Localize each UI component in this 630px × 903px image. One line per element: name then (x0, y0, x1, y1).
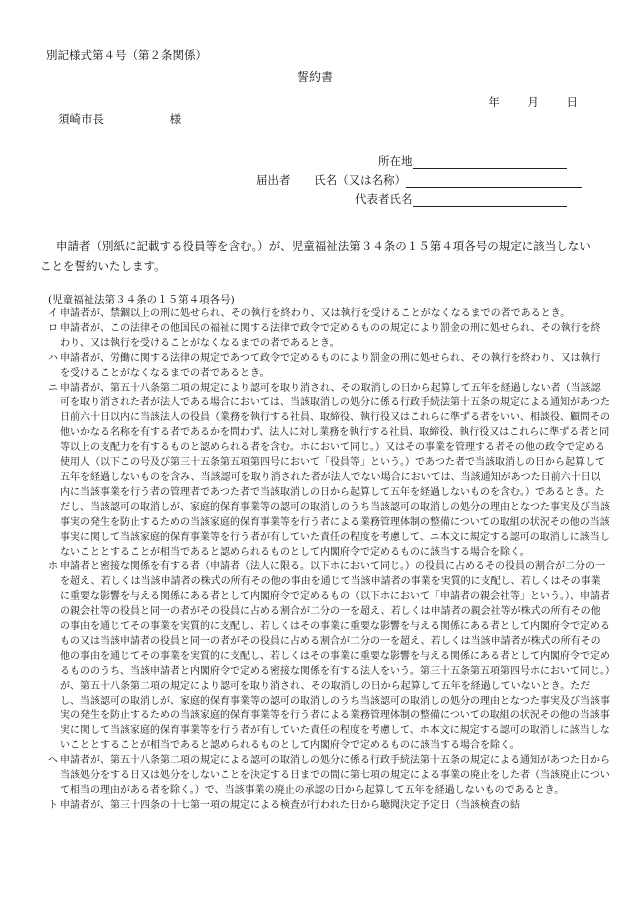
law-item: イ 申請者が、禁錮以上の刑に処せられ、その執行を終わり、又は執行を受けることがなくなるまでの者であるとき。 (48, 308, 571, 319)
oath-statement: 申請者（別紙に記載する役員等を含む。）が、児童福祉法第３４条の１５第４項各号の規定に該当しないことを誓約いたします。 (40, 239, 591, 273)
representative-field[interactable] (413, 192, 567, 207)
addressee-name: 須崎市長 (58, 112, 104, 126)
address-row (378, 153, 567, 169)
law-items (48, 307, 610, 814)
document-title: 誓約書 (296, 70, 333, 84)
law-item: ハ 申請者が、労働に関する法律の規定であつて政令で定めるものにより罰金の刑に処せられ、その執行を終わり、又は執行を受けることがなくなるまでの者であるとき。 (48, 352, 601, 379)
address-field[interactable] (413, 154, 567, 169)
date-month: 月 (527, 95, 539, 109)
representative-label: 代表者氏名 (355, 192, 413, 206)
addressee-honorific: 様 (169, 112, 182, 126)
law-item: ホ 申請者と密接な関係を有する者（申請者（法人に限る。以下ホにおいて同じ。）の役員に占めるその役員の割合が二分の一を超え、若しくは当該申請者の株式の所有その他の事由を通じて当該申請者の事業を実質的に支配し、若しくはその事業に重要な影響を与える関係にある者として内閣府令で定めるもの（以下ホにおいて「申請者の親会社等」という。）、申請者の親会社等の役員と同一の者がその役員に占める割合が二分の一を超え、若しくは申請者の親会社等が株式の所有その他の事由を通じてその事業を実質的に支配し、若しくはその事業に重要な影響を与える関係にある者として内閣府令で定めるもの又は当該申請者の役員と同一の者がその役員に占める割合が二分の一を超え、若しくは当該申請者が株式の所有その他の事由を通じてその事業を実質的に支配し、若しくはその事業に重要な影響を与える関係にある者として内閣府令で定めるもののうち、当該申請者と内閣府令で定める密接な関係を有する法人をいう。第三十五条第五項第四号ホにおいて同じ。）が、第五十八条第二項の規定により認可を取り消され、その取消しの日から起算して五年を経過していないとき。ただし、当該認可の取消しが、家庭的保育事業等の認可の取消しのうち当該認可の取消しの処分の理由となつた事実及び当該事実の発生を防止するための当該家庭的保育事業等を行う者による業務管理体制の整備についての取組の状況その他の当該事実に関して当該家庭的保育事業等を行う者が有していた責任の程度を考慮して、ホ本文に規定する認可の取消しに該当しないこととすることが相当であると認められるものとして内閣府令で定めるものに該当する場合を除く。 (48, 561, 610, 752)
law-item: ト 申請者が、第三十四条の十七第一項の規定による検査が行われた日から聴聞決定予定日（当該検査の結 (48, 799, 520, 811)
law-item: ヘ 申請者が、第五十八条第二項の規定による認可の取消しの処分に係る行政手続法第十五条の規定による通知があつた日から当該処分をする日又は処分をしないことを決定する日までの間に第七項の規定による事業の廃止をした者（当該廃止について相当の理由がある者を除く。）で、当該事業の廃止の承認の日から起算して五年を経過しないものであるとき。 (48, 755, 610, 796)
date-line (464, 94, 578, 110)
law-heading: (児童福祉法第３４条の１５第４項各号) (48, 294, 235, 306)
form-number: 別記様式第４号（第２条関係） (46, 48, 207, 62)
date-year: 年 (488, 95, 500, 109)
addressee (58, 111, 181, 127)
law-item: ロ 申請者が、この法律その他国民の福祉に関する法律で政令で定めるものの規定により罰金の刑に処せられ、その執行を終わり、又は執行を受けることがなくなるまでの者であるとき。 (48, 322, 601, 349)
law-item: ニ 申請者が、第五十八条第二項の規定により認可を取り消され、その取消しの日から起算して五年を経過しない者（当該認可を取り消された者が法人である場合においては、当該取消しの処分に係る行政手続法第十五条の規定による通知があつた日前六十日以内に当該法人の役員（業務を執行する社員、取締役、執行役又はこれらに準ずる者をいい、相談役、顧問その他いかなる名称を有する者であるかを問わず、法人に対し業務を執行する社員、取締役、執行役又はこれらに準ずる者と同等以上の支配力を有するものと認められる者を含む。ホにおいて同じ。）又はその事業を管理する者その他の政令で定める使用人（以下この号及び第三十五条第五項第四号において「役員等」という。）であつた者で当該取消しの日から起算して五年を経過しないものを含み、当該認可を取り消された者が法人でない場合においては、当該通知があつた日前六十日以内に当該事業を行う者の管理者であつた者で当該取消しの日から起算して五年を経過しないものを含む。）であるとき。ただし、当該認可の取消しが、家庭的保育事業等の認可の取消しのうち当該認可の取消しの処分の理由となつた事実及び当該事実の発生を防止するための当該家庭的保育事業等を行う者による業務管理体制の整備についての取組の状況その他の当該事実に関して当該家庭的保育事業等を行う者が有していた責任の程度を考慮して、ニ本文に規定する認可の取消しに該当しないこととすることが相当であると認められるものとして内閣府令で定めるものに該当する場合を除く。 (48, 382, 610, 558)
name-label: 氏名（又は名称） (314, 173, 407, 187)
address-label: 所在地 (378, 154, 413, 168)
name-row (256, 172, 582, 188)
name-field[interactable] (406, 173, 582, 188)
filer-label: 届出者 (256, 173, 291, 187)
date-day: 日 (566, 95, 578, 109)
representative-row (355, 191, 567, 207)
